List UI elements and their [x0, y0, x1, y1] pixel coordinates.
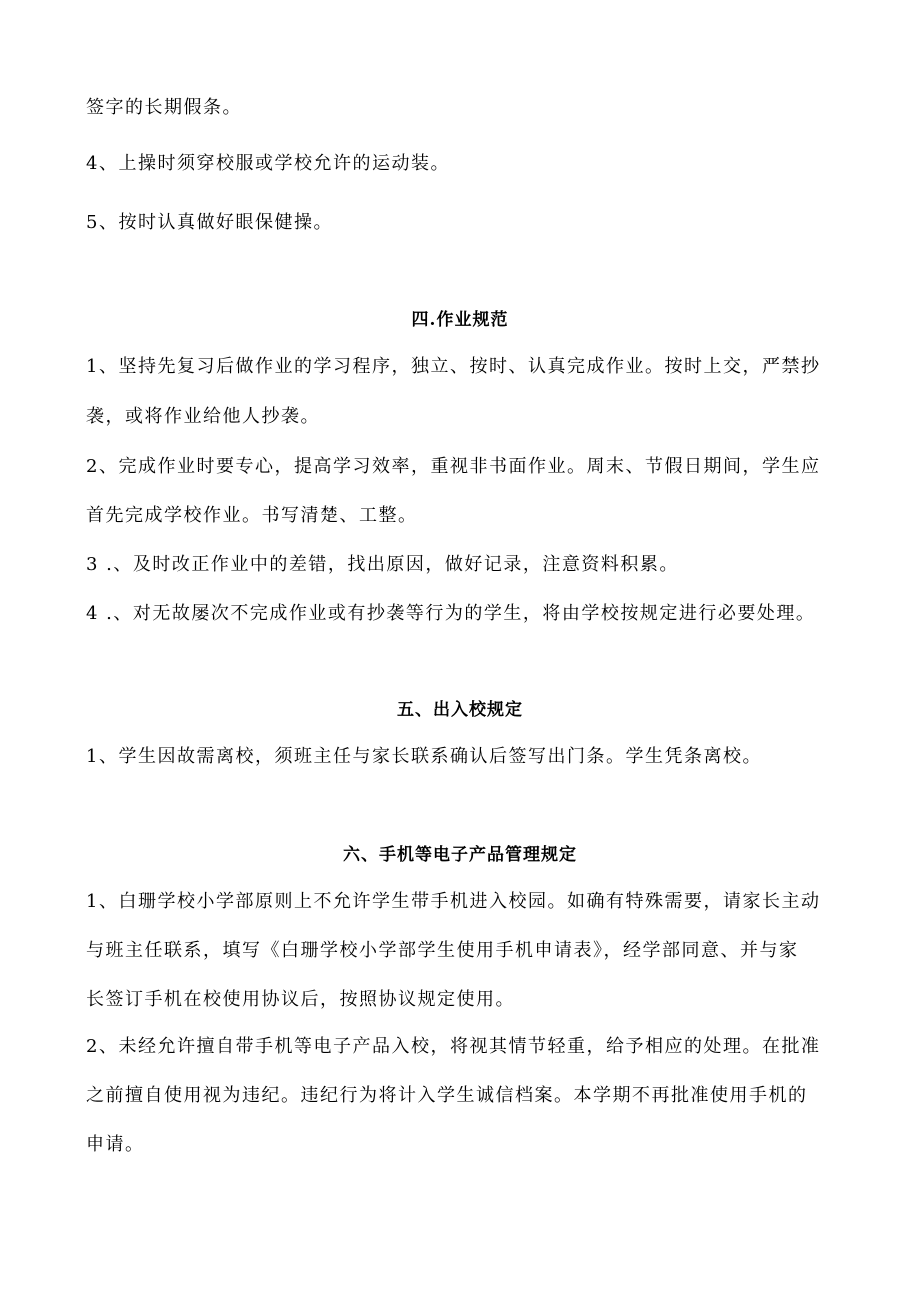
- paragraph-line: 申请。: [86, 1134, 145, 1155]
- paragraph-line: 签字的长期假条。: [86, 97, 242, 118]
- paragraph-line: 长签订手机在校使用协议后，按照协议规定使用。: [86, 989, 515, 1010]
- section-heading-phone-policy: 六、手机等电子产品管理规定: [343, 845, 577, 865]
- paragraph-line: 首先完成学校作业。书写清楚、工整。: [86, 505, 418, 526]
- paragraph-line: 2、未经允许擅自带手机等电子产品入校，将视其情节轻重，给予相应的处理。在批准: [86, 1036, 821, 1057]
- section-heading-school-entry: 五、出入校规定: [397, 700, 523, 720]
- paragraph-line: 3 .、及时改正作业中的差错，找出原因，做好记录，注意资料积累。: [86, 554, 679, 575]
- paragraph-line: 2、完成作业时要专心，提高学习效率，重视非书面作业。周末、节假日期间，学生应: [86, 456, 821, 477]
- paragraph-line: 1、学生因故需离校，须班主任与家长联系确认后签写出门条。学生凭条离校。: [86, 746, 762, 767]
- paragraph-line: 1、白珊学校小学部原则上不允许学生带手机进入校园。如确有特殊需要，请家长主动: [86, 891, 821, 912]
- paragraph-line: 4 .、对无故屡次不完成作业或有抄袭等行为的学生，将由学校按规定进行必要处理。: [86, 603, 816, 624]
- paragraph-line: 之前擅自使用视为违纪。违纪行为将计入学生诚信档案。本学期不再批准使用手机的: [86, 1085, 808, 1106]
- paragraph-line: 5、按时认真做好眼保健操。: [86, 212, 333, 233]
- paragraph-line: 袭，或将作业给他人抄袭。: [86, 406, 320, 427]
- paragraph-line: 1、坚持先复习后做作业的学习程序，独立、按时、认真完成作业。按时上交，严禁抄: [86, 356, 821, 377]
- paragraph-line: 4、上操时须穿校服或学校允许的运动装。: [86, 153, 450, 174]
- section-heading-homework: 四.作业规范: [411, 310, 509, 330]
- paragraph-line: 与班主任联系，填写《白珊学校小学部学生使用手机申请表》，经学部同意、并与家: [86, 940, 799, 961]
